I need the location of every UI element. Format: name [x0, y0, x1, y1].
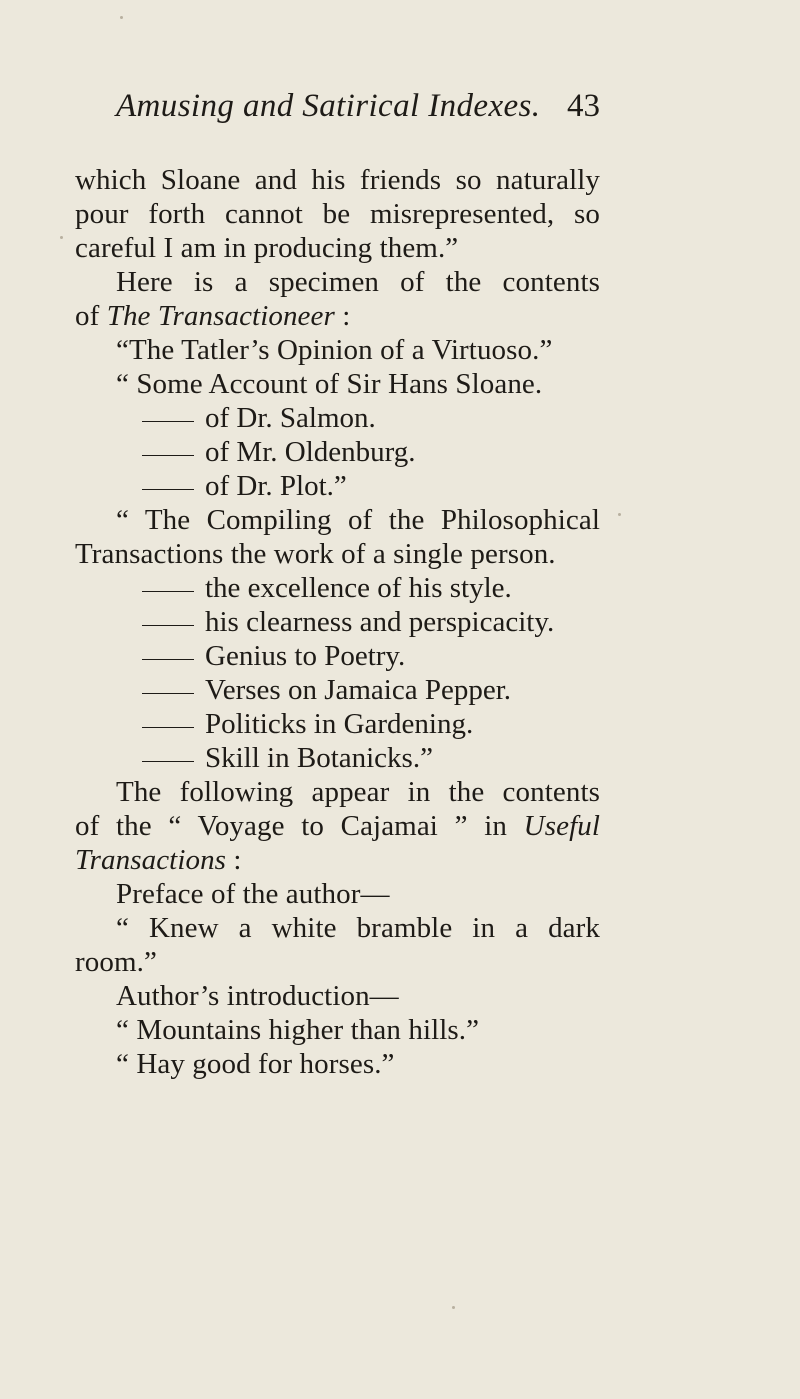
text-line: which Sloane and his friends so naturally [75, 164, 600, 196]
contents-subentry: Genius to Poetry. [142, 639, 405, 673]
work-title: Useful [523, 810, 600, 842]
text-line: Here is a specimen of the contents [116, 266, 600, 298]
paper-speck [452, 1306, 455, 1309]
contents-entry: “ The Compiling of the Philosophical [116, 504, 600, 536]
text-line: of the “ Voyage to Cajamai ” in Useful [75, 810, 600, 842]
work-title: Transactions [75, 844, 227, 876]
paper-speck [120, 16, 123, 19]
ditto-dash [142, 693, 194, 694]
work-title: The Transactioneer [106, 300, 335, 332]
contents-subentry: of Mr. Oldenburg. [142, 435, 416, 469]
text-line: careful I am in producing them.” [75, 232, 459, 264]
contents-subentry: of Dr. Salmon. [142, 401, 376, 435]
contents-entry: “ Some Account of Sir Hans Sloane. [116, 368, 543, 400]
ditto-dash [142, 489, 194, 490]
text-line: The following appear in the contents [116, 776, 600, 808]
ditto-dash [142, 591, 194, 592]
text-line: room.” [75, 946, 157, 978]
contents-subentry: of Dr. Plot.” [142, 469, 347, 503]
text-line: pour forth cannot be misrepresented, so [75, 198, 600, 230]
contents-subentry: his clearness and perspicacity. [142, 605, 554, 639]
running-title: Amusing and Satirical Indexes. [116, 88, 541, 124]
page-number: 43 [567, 88, 600, 124]
contents-subentry: Verses on Jamaica Pepper. [142, 673, 511, 707]
text-line: of The Transactioneer : [75, 300, 351, 332]
contents-entry: “ Hay good for horses.” [116, 1048, 395, 1080]
ditto-dash [142, 761, 194, 762]
contents-subentry: the excellence of his style. [142, 571, 512, 605]
page-header [116, 88, 600, 138]
ditto-dash [142, 421, 194, 422]
ditto-dash [142, 625, 194, 626]
text-line: Transactions : [75, 844, 242, 876]
ditto-dash [142, 727, 194, 728]
contents-entry: “ Mountains higher than hills.” [116, 1014, 480, 1046]
contents-subentry: Skill in Botanicks.” [142, 741, 433, 775]
paper-speck [618, 513, 621, 516]
text-line: Author’s introduction— [116, 980, 399, 1012]
contents-subentry: Politicks in Gardening. [142, 707, 473, 741]
contents-entry: “ Knew a white bramble in a dark [116, 912, 600, 944]
text-line: Preface of the author— [116, 878, 390, 910]
ditto-dash [142, 455, 194, 456]
ditto-dash [142, 659, 194, 660]
text-line: Transactions the work of a single person. [75, 538, 556, 570]
contents-entry: “The Tatler’s Opinion of a Virtuoso.” [116, 334, 553, 366]
paper-speck [60, 236, 63, 239]
